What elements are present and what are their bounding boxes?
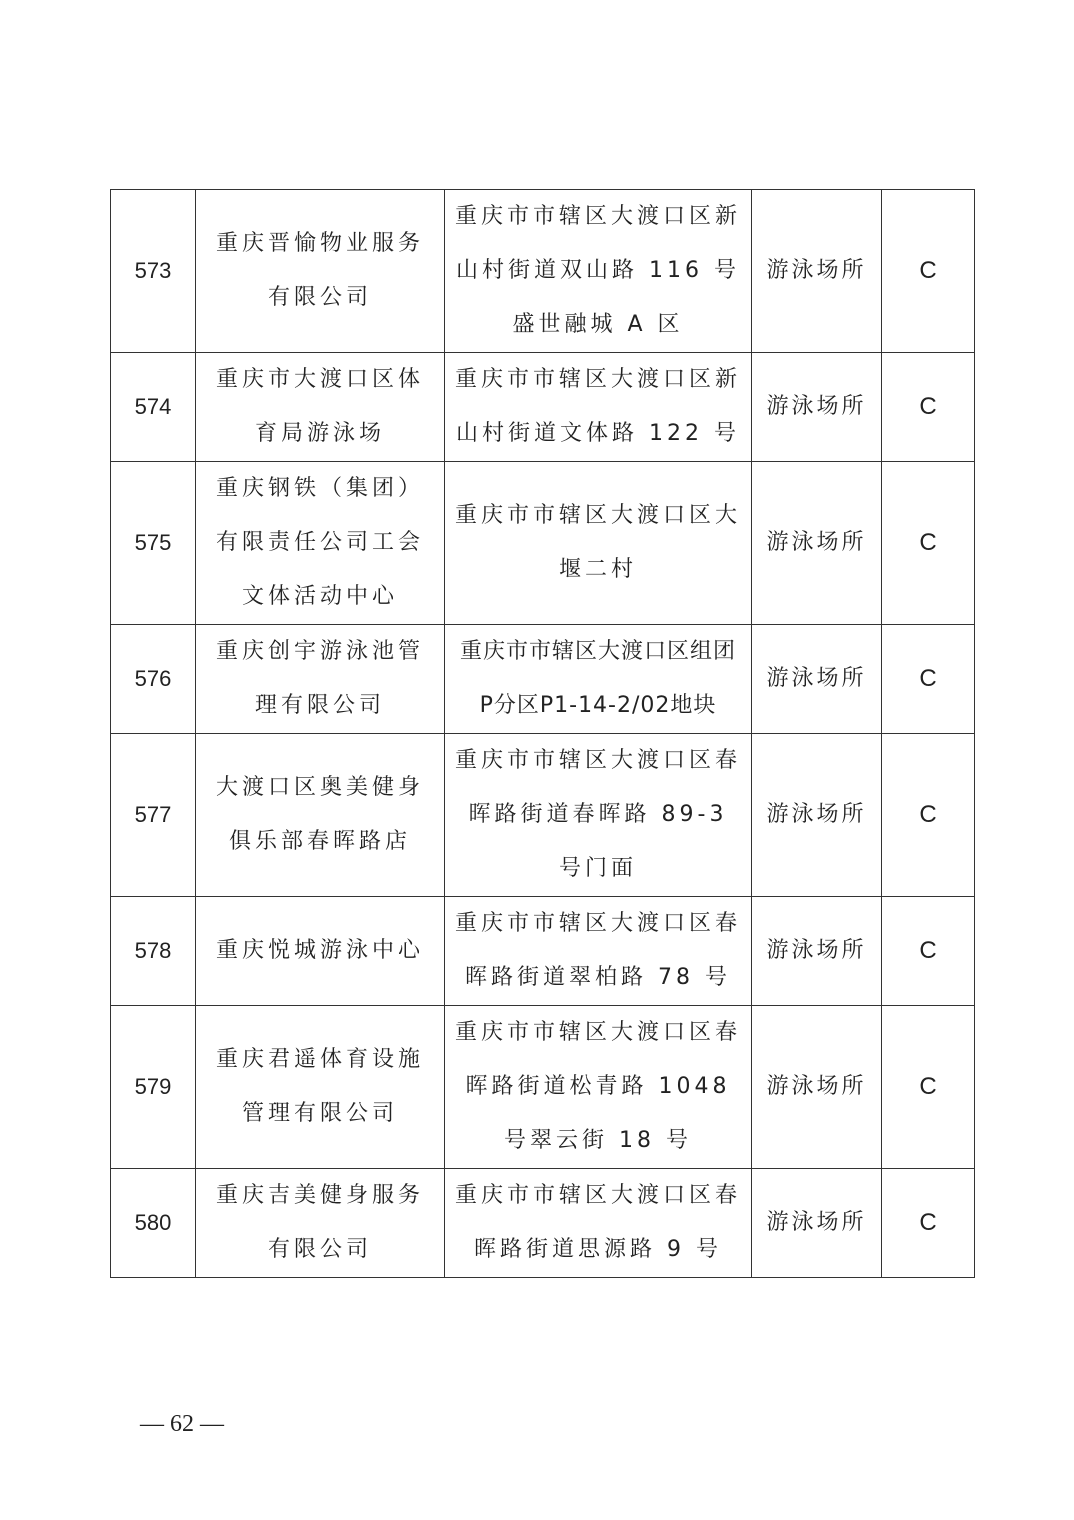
entity-address: 重庆市市辖区大渡口区组团P分区P1-14-2/02地块 — [445, 625, 752, 734]
row-number: 575 — [111, 462, 196, 625]
table-row — [111, 462, 975, 625]
entity-name: 重庆创宇游泳池管理有限公司 — [196, 625, 445, 734]
venue-type: 游泳场所 — [752, 190, 882, 353]
venue-type: 游泳场所 — [752, 625, 882, 734]
entity-name: 大渡口区奥美健身俱乐部春晖路店 — [196, 734, 445, 897]
grade: C — [882, 1006, 975, 1169]
entity-address: 重庆市市辖区大渡口区春晖路街道春晖路 89-3 号门面 — [445, 734, 752, 897]
grade: C — [882, 353, 975, 462]
entity-name: 重庆君遥体育设施管理有限公司 — [196, 1006, 445, 1169]
table-row — [111, 1006, 975, 1169]
venue-type: 游泳场所 — [752, 462, 882, 625]
entity-address: 重庆市市辖区大渡口区春晖路街道翠柏路 78 号 — [445, 897, 752, 1006]
table-row — [111, 734, 975, 897]
table-row — [111, 190, 975, 353]
entity-name: 重庆市大渡口区体育局游泳场 — [196, 353, 445, 462]
grade: C — [882, 734, 975, 897]
grade: C — [882, 1169, 975, 1278]
table-row — [111, 625, 975, 734]
table-row — [111, 353, 975, 462]
page-number: — 62 — — [140, 1411, 224, 1437]
grade: C — [882, 190, 975, 353]
row-number: 579 — [111, 1006, 196, 1169]
venue-type: 游泳场所 — [752, 1006, 882, 1169]
venue-type: 游泳场所 — [752, 734, 882, 897]
entity-address: 重庆市市辖区大渡口区新山村街道文体路 122 号 — [445, 353, 752, 462]
row-number: 573 — [111, 190, 196, 353]
venue-type: 游泳场所 — [752, 1169, 882, 1278]
row-number: 574 — [111, 353, 196, 462]
entity-name: 重庆钢铁（集团）有限责任公司工会文体活动中心 — [196, 462, 445, 625]
row-number: 576 — [111, 625, 196, 734]
grade: C — [882, 462, 975, 625]
table-row — [111, 897, 975, 1006]
grade: C — [882, 625, 975, 734]
entity-name: 重庆晋愉物业服务有限公司 — [196, 190, 445, 353]
entity-address: 重庆市市辖区大渡口区大堰二村 — [445, 462, 752, 625]
row-number: 580 — [111, 1169, 196, 1278]
entity-name: 重庆吉美健身服务有限公司 — [196, 1169, 445, 1278]
entity-address: 重庆市市辖区大渡口区新山村街道双山路 116 号盛世融城 A 区 — [445, 190, 752, 353]
grade: C — [882, 897, 975, 1006]
entity-address: 重庆市市辖区大渡口区春晖路街道思源路 9 号 — [445, 1169, 752, 1278]
row-number: 578 — [111, 897, 196, 1006]
table-row — [111, 1169, 975, 1278]
venue-type: 游泳场所 — [752, 897, 882, 1006]
venue-type: 游泳场所 — [752, 353, 882, 462]
entity-name: 重庆悦城游泳中心 — [196, 897, 445, 1006]
row-number: 577 — [111, 734, 196, 897]
entity-address: 重庆市市辖区大渡口区春晖路街道松青路 1048 号翠云街 18 号 — [445, 1006, 752, 1169]
records-table — [110, 189, 975, 1278]
